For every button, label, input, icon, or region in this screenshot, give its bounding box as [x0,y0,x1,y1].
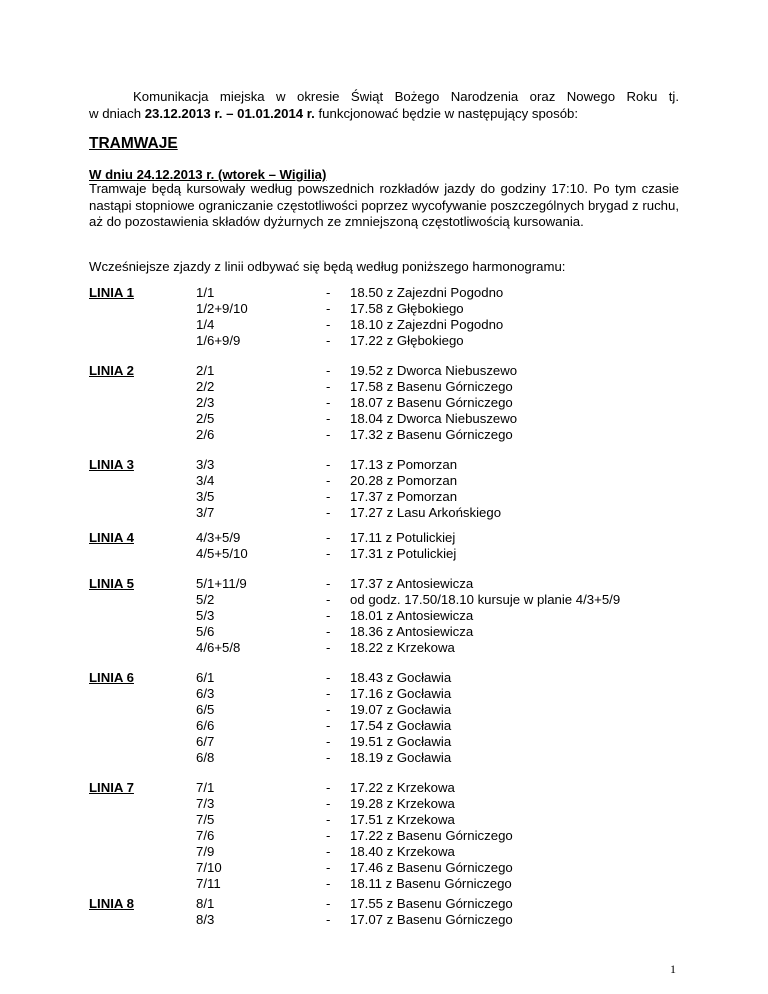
dash-separator: - [326,876,331,891]
departure-info: 17.37 z Pomorzan [350,489,458,504]
dash-separator: - [326,812,331,827]
dash-separator: - [326,702,331,717]
brigade-code: 3/7 [196,505,215,520]
line-name: LINIA 6 [89,670,134,685]
departure-info: 17.55 z Basenu Górniczego [350,896,513,911]
dash-separator: - [326,317,331,332]
dash-separator: - [326,860,331,875]
departure-info: 17.13 z Pomorzan [350,457,458,472]
dash-separator: - [326,718,331,733]
departure-info: 17.46 z Basenu Górniczego [350,860,513,875]
dash-separator: - [326,844,331,859]
brigade-code: 5/6 [196,624,215,639]
departure-info: 17.16 z Gocławia [350,686,452,701]
departure-info: 19.52 z Dworca Niebuszewo [350,363,518,378]
page-number: 1 [670,962,676,976]
brigade-code: 7/3 [196,796,215,811]
brigade-code: 5/1+11/9 [196,576,247,591]
brigade-code: 3/3 [196,457,215,472]
brigade-code: 1/1 [196,285,215,300]
line-name: LINIA 4 [89,530,134,545]
brigade-code: 6/8 [196,750,215,765]
brigade-code: 6/3 [196,686,215,701]
departure-info: 17.37 z Antosiewicza [350,576,474,591]
dash-separator: - [326,896,331,911]
dash-separator: - [326,473,331,488]
line-name: LINIA 2 [89,363,134,378]
departure-info: 17.22 z Basenu Górniczego [350,828,513,843]
departure-info: 18.36 z Antosiewicza [350,624,474,639]
intro-line-2 [89,105,679,122]
departure-info: 17.11 z Potulickiej [350,530,456,545]
dash-separator: - [326,301,331,316]
dash-separator: - [326,734,331,749]
dash-separator: - [326,608,331,623]
brigade-code: 1/4 [196,317,215,332]
dash-separator: - [326,379,331,394]
dash-separator: - [326,780,331,795]
dash-separator: - [326,363,331,378]
departure-info: 18.19 z Gocławia [350,750,452,765]
dash-separator: - [326,912,331,927]
line-name: LINIA 1 [89,285,134,300]
departure-info: 17.27 z Lasu Arkońskiego [350,505,502,520]
dash-separator: - [326,530,331,545]
brigade-code: 2/6 [196,427,215,442]
dash-separator: - [326,576,331,591]
dash-separator: - [326,427,331,442]
departure-info: 19.07 z Gocławia [350,702,452,717]
section-title: TRAMWAJE [89,135,178,152]
intro-paragraph [89,88,679,122]
brigade-code: 1/6+9/9 [196,333,241,348]
brigade-code: 4/6+5/8 [196,640,241,655]
line-name: LINIA 7 [89,780,134,795]
brigade-code: 7/1 [196,780,215,795]
departure-info: 18.43 z Gocławia [350,670,452,685]
brigade-code: 8/1 [196,896,215,911]
brigade-code: 7/9 [196,844,215,859]
dash-separator: - [326,411,331,426]
dash-separator: - [326,670,331,685]
dash-separator: - [326,828,331,843]
dash-separator: - [326,750,331,765]
brigade-code: 7/6 [196,828,215,843]
line-name: LINIA 5 [89,576,134,591]
dash-separator: - [326,640,331,655]
brigade-code: 6/5 [196,702,215,717]
departure-info: 18.01 z Antosiewicza [350,608,474,623]
departure-info: 17.22 z Głębokiego [350,333,464,348]
dash-separator: - [326,505,331,520]
departure-info: 18.40 z Krzekowa [350,844,455,859]
brigade-code: 7/11 [196,876,221,891]
intro-line-1: Komunikacja miejska w okresie Świąt Bożego Narodzenia oraz Nowego Roku tj. [133,89,679,104]
departure-info: 18.22 z Krzekowa [350,640,455,655]
departure-info: 18.11 z Basenu Górniczego [350,876,512,891]
dash-separator: - [326,686,331,701]
dash-separator: - [326,624,331,639]
day-heading: W dniu 24.12.2013 r. (wtorek – Wigilia) [89,167,327,182]
departure-info: 19.51 z Gocławia [350,734,452,749]
departure-info: 18.10 z Zajezdni Pogodno [350,317,504,332]
dash-separator: - [326,395,331,410]
brigade-code: 3/4 [196,473,215,488]
brigade-code: 2/2 [196,379,215,394]
departure-info: 20.28 z Pomorzan [350,473,458,488]
brigade-code: 5/2 [196,592,215,607]
brigade-code: 6/1 [196,670,215,685]
brigade-code: 6/7 [196,734,215,749]
brigade-code: 6/6 [196,718,215,733]
departure-info: 17.31 z Potulickiej [350,546,457,561]
dash-separator: - [326,285,331,300]
schedule-intro: Wcześniejsze zjazdy z linii odbywać się będą według poniższego harmonogramu: [89,259,566,274]
line-name: LINIA 3 [89,457,134,472]
departure-info: 18.04 z Dworca Niebuszewo [350,411,518,426]
brigade-code: 2/3 [196,395,215,410]
dash-separator: - [326,546,331,561]
intro-line-2-start: w dniach [89,106,145,121]
brigade-code: 4/5+5/10 [196,546,248,561]
brigade-code: 3/5 [196,489,215,504]
departure-info: 17.32 z Basenu Górniczego [350,427,513,442]
departure-info: 19.28 z Krzekowa [350,796,455,811]
departure-info: 17.51 z Krzekowa [350,812,455,827]
description-paragraph: Tramwaje będą kursowały według powszednich rozkładów jazdy do godziny 17:10. Po tym czasie nastąpi stopniowe ograniczanie częstotliwości poprzez wycofywanie poszczególnych brygad z ruchu, aż do pozostawienia składów dyżurnych ze zmniejszoną częstotliwością kursowania. [89,181,679,229]
departure-info: 17.07 z Basenu Górniczego [350,912,513,927]
brigade-code: 4/3+5/9 [196,530,241,545]
departure-info: 17.54 z Gocławia [350,718,452,733]
departure-info: od godz. 17.50/18.10 kursuje w planie 4/3+5/9 [350,592,621,607]
intro-line-2-end: funkcjonować będzie w następujący sposób: [314,106,579,121]
line-name: LINIA 8 [89,896,134,911]
brigade-code: 7/10 [196,860,222,875]
brigade-code: 2/1 [196,363,215,378]
dash-separator: - [326,796,331,811]
departure-info: 18.07 z Basenu Górniczego [350,395,513,410]
departure-info: 17.58 z Basenu Górniczego [350,379,513,394]
departure-info: 18.50 z Zajezdni Pogodno [350,285,504,300]
brigade-code: 7/5 [196,812,215,827]
dash-separator: - [326,333,331,348]
departure-info: 17.58 z Głębokiego [350,301,464,316]
brigade-code: 1/2+9/10 [196,301,248,316]
dash-separator: - [326,592,331,607]
departure-info: 17.22 z Krzekowa [350,780,455,795]
brigade-code: 5/3 [196,608,215,623]
brigade-code: 8/3 [196,912,215,927]
brigade-code: 2/5 [196,411,215,426]
dash-separator: - [326,457,331,472]
dash-separator: - [326,489,331,504]
intro-dates: 23.12.2013 r. – 01.01.2014 r. [144,106,315,121]
